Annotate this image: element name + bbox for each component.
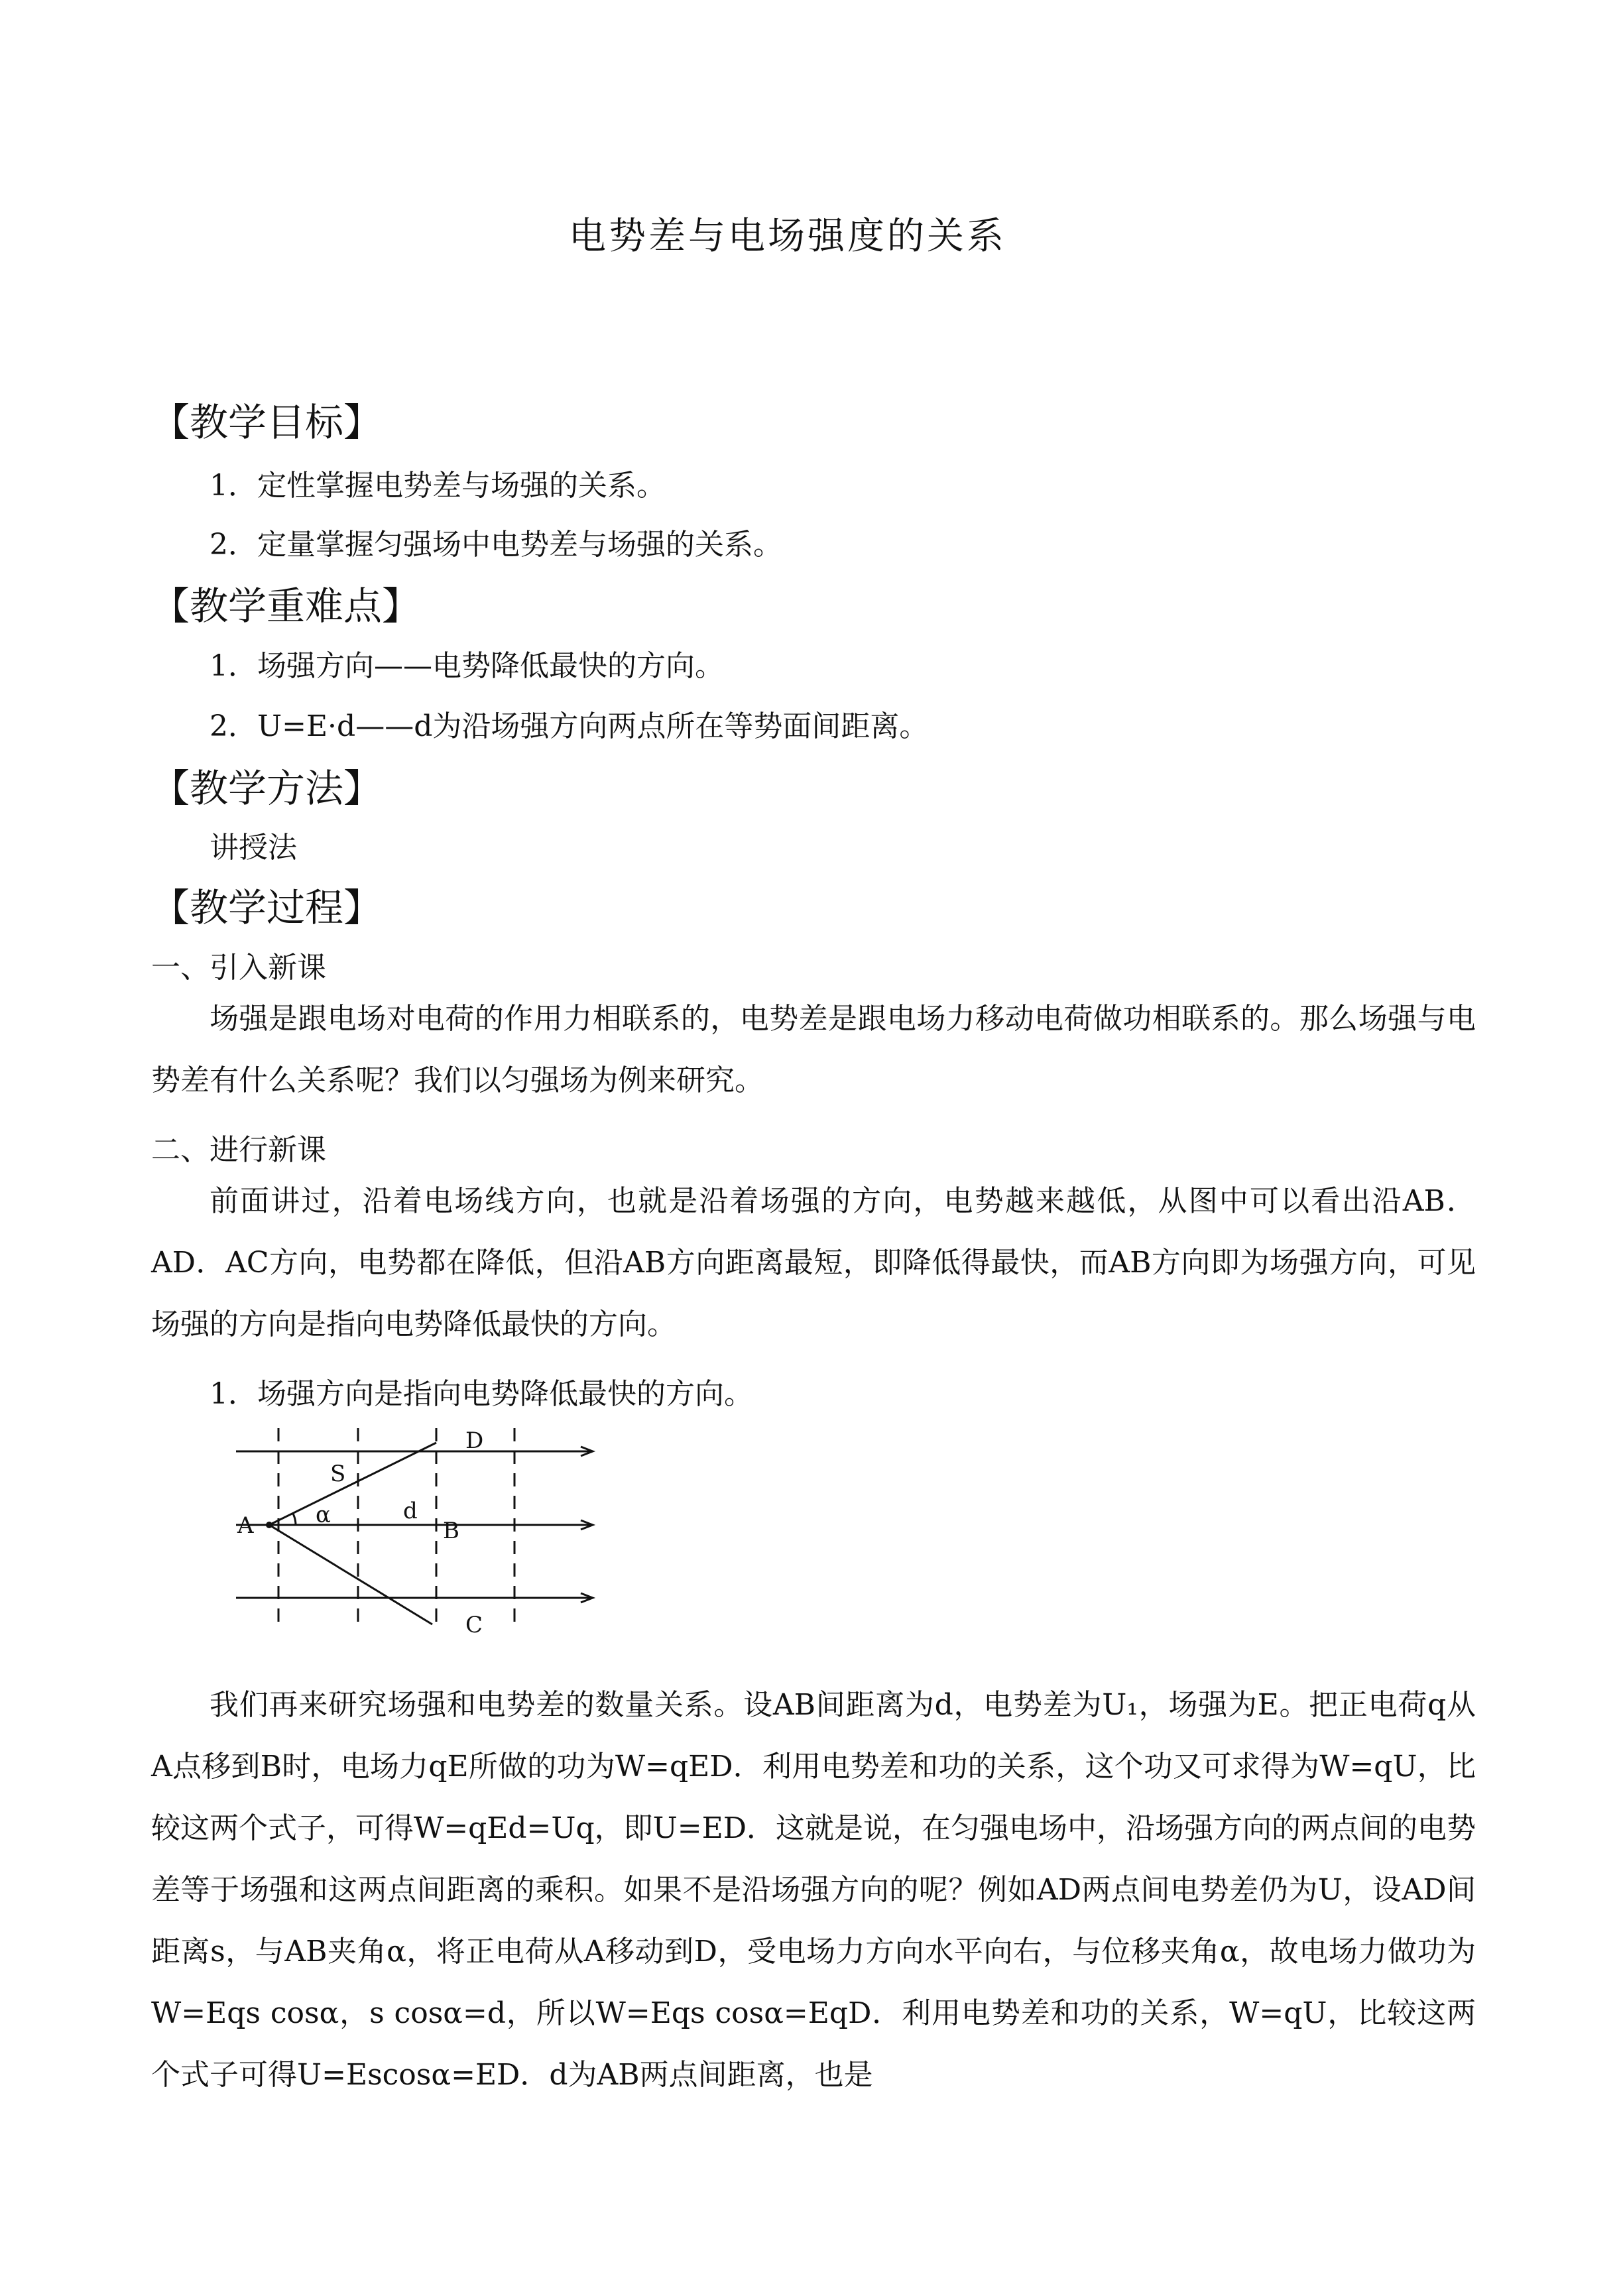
label-C: C bbox=[465, 1612, 483, 1638]
part1-paragraph: 场强是跟电场对电荷的作用力相联系的，电势差是跟电场力移动电荷做功相联系的。那么场强与电势差有什么关系呢？我们以匀强场为例来研究。 bbox=[151, 1002, 1476, 1097]
heading-method: 【教学方法】 bbox=[151, 766, 383, 811]
objective-item-2: 2．定量掌握匀强场中电势差与场强的关系。 bbox=[210, 528, 782, 562]
method-text: 讲授法 bbox=[210, 831, 297, 865]
heading-process: 【教学过程】 bbox=[151, 885, 383, 930]
label-d: d bbox=[403, 1498, 418, 1524]
label-B: B bbox=[443, 1518, 459, 1544]
label-S: S bbox=[330, 1461, 346, 1487]
final-paragraph: 我们再来研究场强和电势差的数量关系。设AB间距离为d，电势差为U₁，场强为E。把正电荷q从A点移到B时，电场力qE所做的功为W=qED．利用电势差和功的关系，这个功又可求得为W=qU，比较这两个式子，可得W=qEd=Uq，即U=ED．这就是说，在匀强电场中，沿场强方向的两点间的电势差等于场强和这两点间距离的乘积。如果不是沿场强方向的呢？例如AD两点间电势差仍为U，设AD间距离s，与AB夹角α，将正电荷从A移动到D，受电场力方向水平向右，与位移夹角α，故电场力做功为W=Eqs cosα，s cosα=d，所以W=Eqs cosα=EqD．利用电势差和功的关系，W=qU，比较这两个式子可得U=Escosα=ED．d为AB两点间距离，也是 bbox=[151, 1688, 1476, 2092]
angle-arc bbox=[293, 1514, 296, 1525]
point1-text: 1．场强方向是指向电势降低最快的方向。 bbox=[210, 1377, 753, 1411]
part1-title: 一、引入新课 bbox=[151, 951, 326, 985]
label-A: A bbox=[237, 1512, 254, 1539]
label-D: D bbox=[465, 1427, 484, 1454]
part2-title: 二、进行新课 bbox=[151, 1133, 326, 1167]
heading-key-points: 【教学重难点】 bbox=[151, 583, 421, 629]
page-title: 电势差与电场强度的关系 bbox=[569, 215, 1006, 258]
point-A bbox=[266, 1522, 272, 1528]
segment-AC bbox=[269, 1525, 432, 1624]
heading-objectives: 【教学目标】 bbox=[151, 400, 383, 445]
label-alpha: α bbox=[316, 1502, 331, 1528]
objective-item-1: 1．定性掌握电势差与场强的关系。 bbox=[210, 469, 666, 503]
field-diagram bbox=[219, 1419, 617, 1638]
key-point-item-1: 1．场强方向——电势降低最快的方向。 bbox=[210, 649, 724, 683]
part2-paragraph: 前面讲过，沿着电场线方向，也就是沿着场强的方向，电势越来越低，从图中可以看出沿AB．AD．AC方向，电势都在降低，但沿AB方向距离最短，即降低得最快，而AB方向即为场强方向，可见场强的方向是指向电势降低最快的方向。 bbox=[151, 1184, 1476, 1341]
key-point-item-2: 2．U=E·d——d为沿场强方向两点所在等势面间距离。 bbox=[210, 709, 929, 743]
